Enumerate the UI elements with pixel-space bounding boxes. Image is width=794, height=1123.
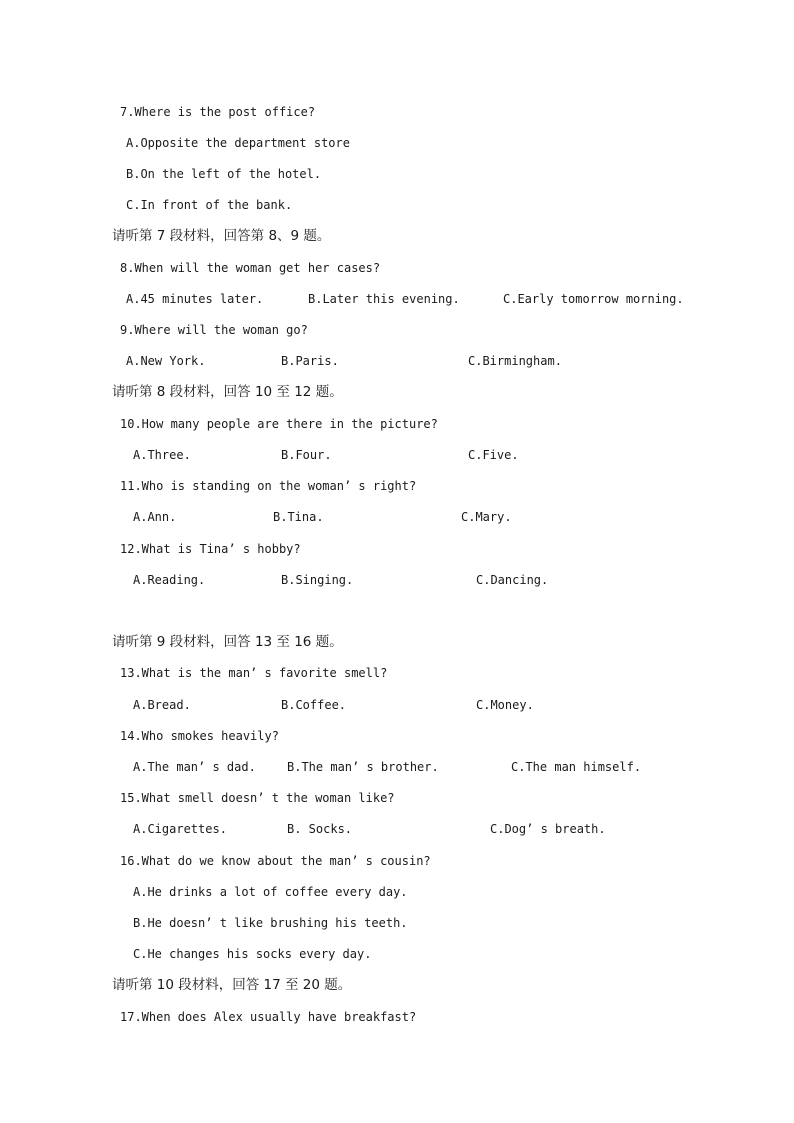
option-c: C.Mary. [461, 510, 512, 524]
option-b: B.He doesn’ t like brushing his teeth. [133, 916, 408, 930]
option-c: C.The man himself. [511, 760, 642, 774]
option-b: B. Socks. [287, 822, 353, 836]
section-heading-7: 请听第 7 段材料，回答第 8、9 题。 [112, 228, 331, 244]
option-b: B.The man’ s brother. [287, 760, 439, 774]
option-c: C.Early tomorrow morning. [503, 292, 684, 306]
question-text: 7.Where is the post office? [120, 105, 316, 119]
option-a: A.45 minutes later. [126, 292, 264, 306]
option-c: C.Money. [476, 698, 534, 712]
option-b: B.Later this evening. [308, 292, 460, 306]
option-a: A.The man’ s dad. [133, 760, 256, 774]
section-heading-9: 请听第 9 段材料，回答 13 至 16 题。 [112, 634, 343, 650]
option-a: A.He drinks a lot of coffee every day. [133, 885, 408, 899]
question-text: 17.When does Alex usually have breakfast? [120, 1010, 417, 1024]
option-c: C.In front of the bank. [126, 198, 293, 212]
section-heading-8: 请听第 8 段材料，回答 10 至 12 题。 [112, 384, 343, 400]
option-a: A.New York. [126, 354, 206, 368]
option-c: C.He changes his socks every day. [133, 947, 372, 961]
option-b: B.Four. [281, 448, 332, 462]
question-text: 10.How many people are there in the picture? [120, 417, 438, 431]
option-a: A.Reading. [133, 573, 206, 587]
question-text: 8.When will the woman get her cases? [120, 261, 381, 275]
question-text: 15.What smell doesn’ t the woman like? [120, 791, 395, 805]
section-heading-10: 请听第 10 段材料，回答 17 至 20 题。 [112, 977, 352, 993]
option-a: A.Bread. [133, 698, 191, 712]
option-a: A.Opposite the department store [126, 136, 350, 150]
option-c: C.Dog’ s breath. [490, 822, 606, 836]
option-a: A.Ann. [133, 510, 177, 524]
option-b: B.Coffee. [281, 698, 347, 712]
option-a: A.Three. [133, 448, 191, 462]
question-text: 9.Where will the woman go? [120, 323, 308, 337]
option-b: B.Singing. [281, 573, 354, 587]
question-text: 14.Who smokes heavily? [120, 729, 279, 743]
option-c: C.Dancing. [476, 573, 549, 587]
question-text: 12.What is Tina’ s hobby? [120, 542, 301, 556]
option-c: C.Birmingham. [468, 354, 562, 368]
question-text: 16.What do we know about the man’ s cousin? [120, 854, 431, 868]
option-b: B.Paris. [281, 354, 339, 368]
question-text: 13.What is the man’ s favorite smell? [120, 666, 388, 680]
option-a: A.Cigarettes. [133, 822, 227, 836]
option-b: B.On the left of the hotel. [126, 167, 322, 181]
option-b: B.Tina. [273, 510, 324, 524]
question-text: 11.Who is standing on the woman’ s right? [120, 479, 417, 493]
option-c: C.Five. [468, 448, 519, 462]
